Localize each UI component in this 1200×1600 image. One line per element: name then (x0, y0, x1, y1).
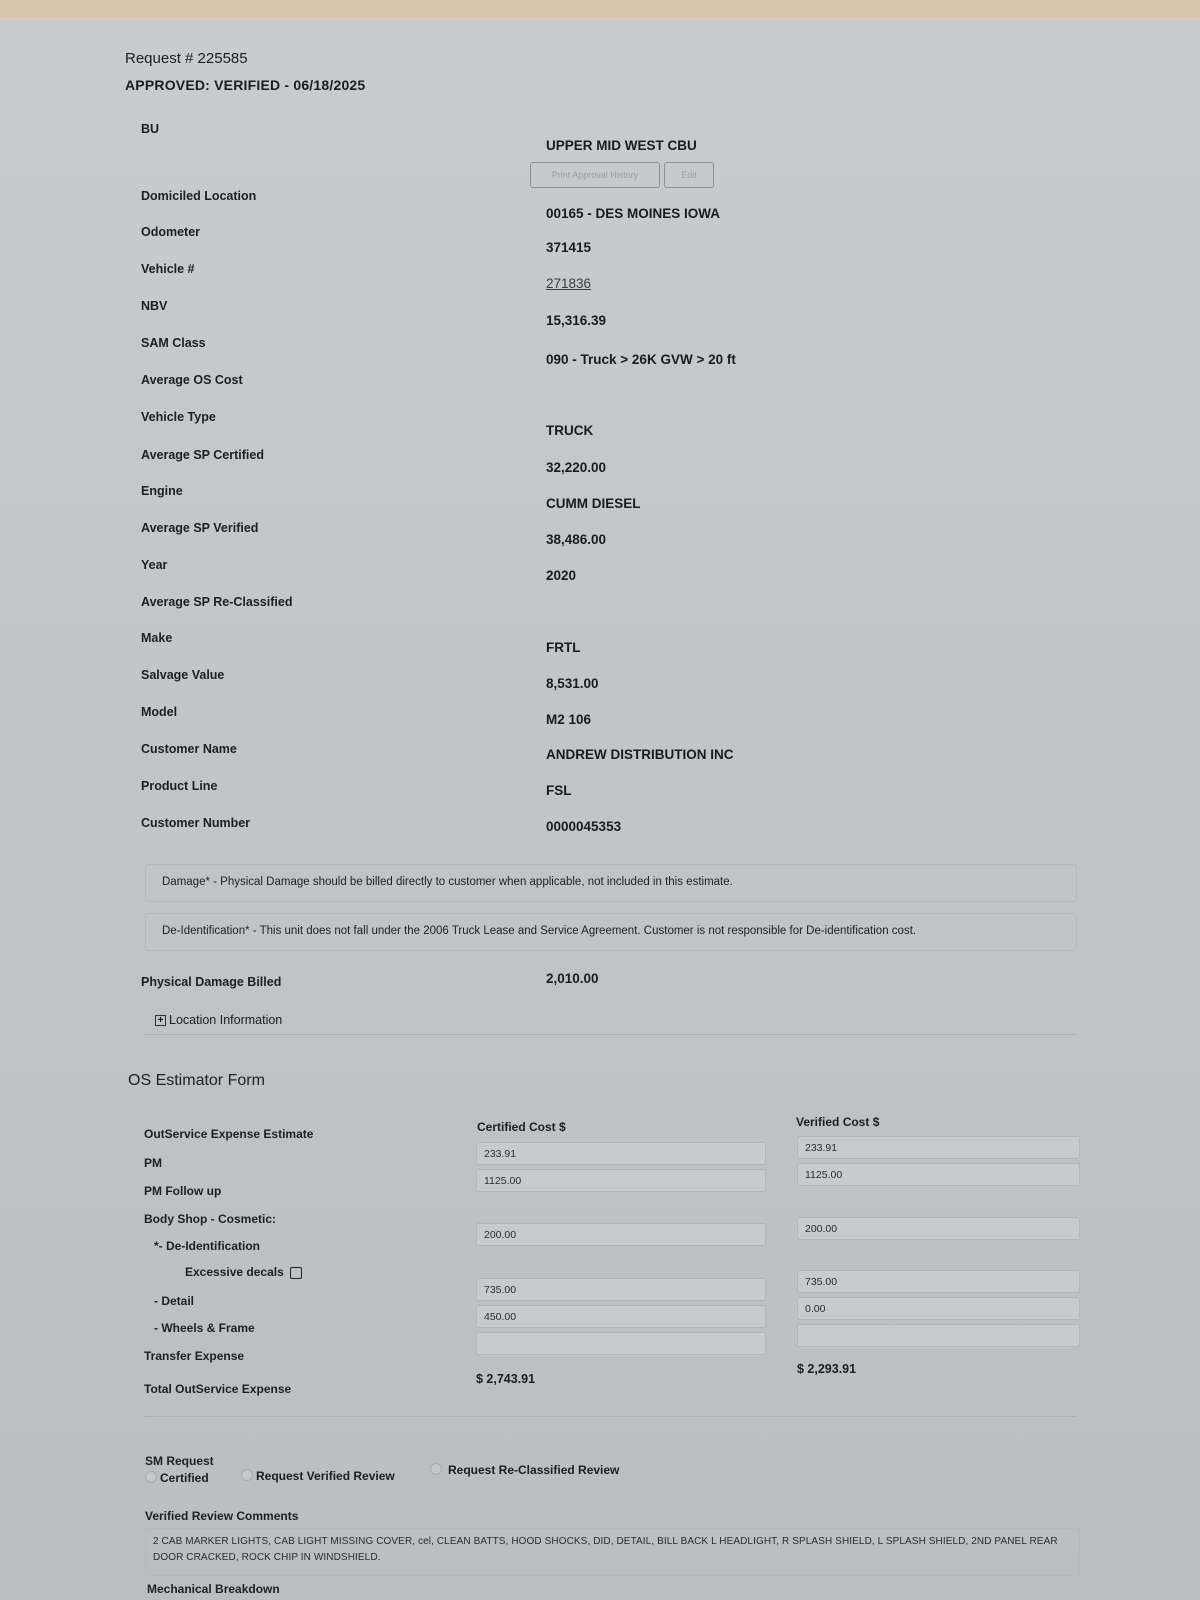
damage-notice: Damage* - Physical Damage should be billed directly to customer when applicable, not included in this estimate. (145, 864, 1077, 902)
background-band (0, 0, 1200, 20)
field-label-year: Year (141, 558, 168, 572)
field-label-average-os-cost: Average OS Cost (141, 373, 243, 387)
field-value-vehicle-type: TRUCK (546, 423, 594, 438)
pm-follow-up-certified-input[interactable]: 1125.00 (476, 1169, 766, 1192)
deidentification-verified-input[interactable]: 200.00 (797, 1217, 1080, 1240)
estimate-header-label: OutService Expense Estimate (144, 1127, 314, 1141)
field-value-engine: CUMM DIESEL (546, 496, 641, 511)
field-value-average-sp-verified: 38,486.00 (546, 532, 607, 547)
field-value-bu: UPPER MID WEST CBU (546, 138, 697, 153)
field-label-average-sp-certified: Average SP Certified (141, 448, 264, 462)
field-label-odometer: Odometer (141, 225, 201, 239)
deidentification-label: *- De-Identification (154, 1239, 261, 1253)
verified-review-comments-text[interactable]: 2 CAB MARKER LIGHTS, CAB LIGHT MISSING COVER, cel, CLEAN BATTS, HOOD SHOCKS, DID, DETAIL, BILL BACK L HEADLIGHT, R SPLASH SHIELD, L SPLASH SHIELD, 2ND PANEL REAR DOOR CRACKED, ROCK CHIP IN WINDSHIELD. (145, 1528, 1080, 1576)
mechanical-breakdown-label: Mechanical Breakdown (147, 1582, 280, 1596)
pm-verified-input[interactable]: 233.91 (797, 1136, 1080, 1159)
field-label-domiciled-location: Domiciled Location (141, 189, 257, 203)
pm-follow-up-verified-input[interactable]: 1125.00 (797, 1163, 1080, 1186)
field-label-engine: Engine (141, 484, 183, 498)
field-value-sam-class: 090 - Truck > 26K GVW > 20 ft (546, 352, 736, 367)
detail-verified-input[interactable]: 735.00 (797, 1270, 1080, 1293)
field-label-customer-number: Customer Number (141, 816, 251, 830)
wheels-frame-verified-input[interactable]: 0.00 (797, 1297, 1080, 1320)
expand-plus-icon: + (155, 1015, 166, 1026)
field-value-domiciled-location: 00165 - DES MOINES IOWA (546, 206, 721, 221)
field-value-salvage-value: 8,531.00 (546, 676, 599, 691)
request-status: APPROVED: VERIFIED - 06/18/2025 (125, 77, 366, 93)
pm-certified-input[interactable]: 233.91 (476, 1142, 766, 1165)
pm-label: PM (144, 1156, 162, 1170)
estimator-section-title: OS Estimator Form (128, 1072, 265, 1089)
request-number: Request # 225585 (125, 50, 248, 67)
excessive-decals-row (185, 1265, 302, 1279)
total-certified-value: $ 2,743.91 (476, 1372, 536, 1386)
excessive-decals-label: Excessive decals (185, 1265, 284, 1279)
field-label-customer-name: Customer Name (141, 742, 237, 756)
wheels-frame-certified-input[interactable]: 450.00 (476, 1305, 766, 1328)
total-outservice-label: Total OutService Expense (144, 1382, 292, 1396)
vehicle-number-link[interactable]: 271836 (546, 276, 592, 291)
transfer-expense-certified-input[interactable] (476, 1332, 766, 1355)
field-value-customer-number: 0000045353 (546, 819, 622, 834)
field-label-product-line: Product Line (141, 779, 218, 793)
field-value-product-line: FSL (546, 783, 572, 798)
sm-request-label: SM Request (145, 1454, 214, 1468)
reclassified-review-radio[interactable] (430, 1463, 442, 1475)
edit-button[interactable]: Edit (664, 162, 714, 188)
deidentification-notice: De-Identification* - This unit does not fall under the 2006 Truck Lease and Service Agreement. Customer is not responsible for De-identification cost. (145, 913, 1077, 951)
pm-follow-up-label: PM Follow up (144, 1184, 222, 1198)
section-divider (145, 1034, 1077, 1035)
transfer-expense-verified-input[interactable] (797, 1324, 1080, 1347)
field-value-year: 2020 (546, 568, 577, 583)
field-label-sam-class: SAM Class (141, 336, 206, 350)
field-value-make: FRTL (546, 640, 581, 655)
field-label-nbv: NBV (141, 299, 168, 313)
field-label-average-sp-reclassified: Average SP Re-Classified (141, 595, 293, 609)
detail-label: - Detail (154, 1294, 195, 1308)
request-page (0, 18, 1200, 1600)
verified-review-comments-label: Verified Review Comments (145, 1509, 299, 1523)
field-label-salvage-value: Salvage Value (141, 668, 225, 682)
section-divider-2 (145, 1416, 1077, 1417)
field-value-average-sp-certified: 32,220.00 (546, 460, 607, 475)
field-label-vehicle-type: Vehicle Type (141, 410, 216, 424)
verified-review-radio[interactable] (241, 1469, 253, 1481)
total-verified-value: $ 2,293.91 (797, 1362, 857, 1376)
field-value-model: M2 106 (546, 712, 592, 727)
detail-certified-input[interactable]: 735.00 (476, 1278, 766, 1301)
transfer-expense-label: Transfer Expense (144, 1349, 245, 1363)
deidentification-certified-input[interactable]: 200.00 (476, 1223, 766, 1246)
certified-radio[interactable] (145, 1471, 157, 1483)
field-label-model: Model (141, 705, 178, 719)
field-value-customer-name: ANDREW DISTRIBUTION INC (546, 747, 734, 762)
body-shop-label: Body Shop - Cosmetic: (144, 1212, 277, 1226)
field-label-make: Make (141, 631, 173, 645)
verified-review-radio-label: Request Verified Review (256, 1469, 395, 1483)
certified-cost-header: Certified Cost $ (477, 1120, 566, 1134)
field-value-odometer: 371415 (546, 240, 592, 255)
field-label-bu: BU (141, 122, 160, 136)
location-information-toggle[interactable] (155, 1013, 282, 1027)
physical-damage-label: Physical Damage Billed (141, 975, 282, 989)
field-label-vehicle-number: Vehicle # (141, 262, 195, 276)
field-label-average-sp-verified: Average SP Verified (141, 521, 259, 535)
location-information-label: Location Information (169, 1013, 283, 1027)
wheels-frame-label: - Wheels & Frame (154, 1321, 255, 1335)
field-value-nbv: 15,316.39 (546, 313, 607, 328)
verified-cost-header: Verified Cost $ (796, 1115, 880, 1129)
certified-radio-label: Certified (160, 1471, 209, 1485)
excessive-decals-checkbox[interactable] (290, 1267, 302, 1279)
physical-damage-value: 2,010.00 (546, 971, 599, 986)
reclassified-review-radio-label: Request Re-Classified Review (448, 1463, 620, 1477)
print-approval-history-button[interactable]: Print Approval History (530, 162, 660, 188)
